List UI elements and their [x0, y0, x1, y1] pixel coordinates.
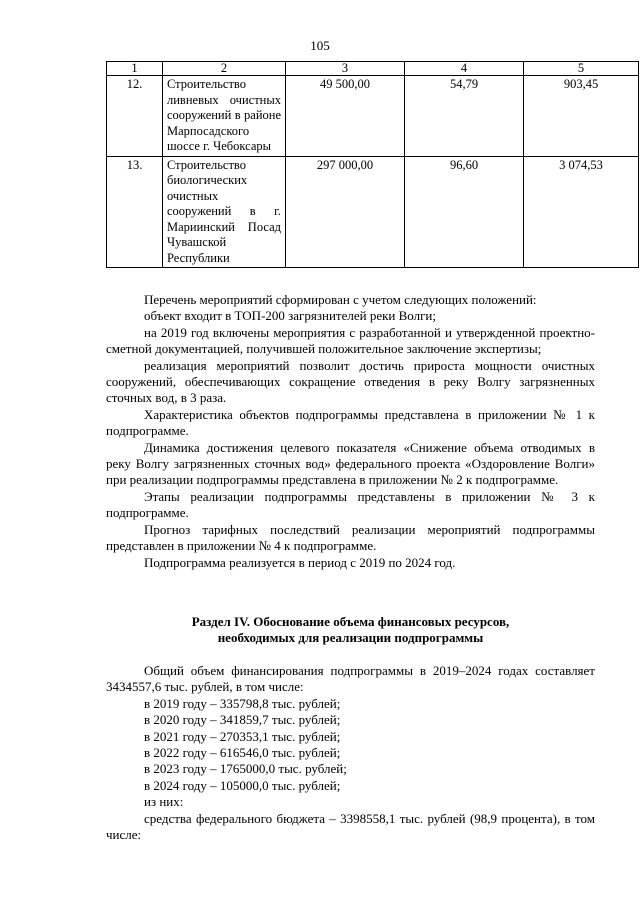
- page-number: 105: [310, 38, 330, 53]
- objects-table: [106, 61, 639, 268]
- table-row: [107, 76, 639, 157]
- paragraph: Этапы реализации подпрограммы представлены в приложении № 3 к подпрограмме.: [106, 488, 595, 521]
- capacity-value: 903,45: [524, 76, 639, 157]
- financing-intro: Общий объем финансирования подпрограммы в 2019–2024 годах составляет 3434557,6 тыс. рублей, в том числе:: [106, 663, 595, 695]
- section-heading-line: необходимых для реализации подпрограммы: [217, 630, 484, 646]
- financing-year: в 2022 году – 616546,0 тыс. рублей;: [144, 745, 341, 761]
- paragraph: Характеристика объектов подпрограммы представлена в приложении № 1 к подпрограмме.: [106, 406, 595, 439]
- section-heading: [106, 614, 595, 647]
- table-header-cell: 1: [107, 62, 163, 76]
- object-description: Строительство биологических очистных сооружений в г. Мариинский Посад Чувашской Республики: [163, 156, 286, 268]
- table-row: [107, 156, 639, 268]
- object-description: Строительство ливневых очистных сооружений в районе Марпосадского шоссе г. Чебоксары: [163, 76, 286, 157]
- cost-value: 49 500,00: [286, 76, 405, 157]
- paragraph: на 2019 год включены мероприятия с разработанной и утвержденной проектно-сметной документацией, получившей положительное заключение экспертизы;: [106, 324, 595, 357]
- cost-value: 297 000,00: [286, 156, 405, 268]
- paragraph: реализация мероприятий позволит достичь прироста мощности очистных сооружений, обеспечивающих сокращение отведения в реку Волгу загрязненных сточных вод, в 3 раза.: [106, 357, 595, 406]
- row-number: 13.: [107, 156, 163, 268]
- financing-year: в 2021 году – 270353,1 тыс. рублей;: [144, 728, 341, 744]
- table-header-cell: 3: [286, 62, 405, 76]
- financing-year: в 2024 году – 105000,0 тыс. рублей;: [144, 777, 341, 793]
- financing-year: в 2020 году – 341859,7 тыс. рублей;: [144, 712, 341, 728]
- capacity-value: 3 074,53: [524, 156, 639, 268]
- financing-year: в 2019 году – 335798,8 тыс. рублей;: [144, 695, 341, 711]
- indicator-value: 96,60: [405, 156, 524, 268]
- measures-paragraphs: [106, 292, 595, 571]
- table-header-cell: 5: [524, 62, 639, 76]
- federal-budget-line: средства федерального бюджета – 3398558,1 тыс. рублей (98,9 процента), в том числе:: [106, 810, 595, 843]
- financing-of-them: из них:: [144, 794, 184, 810]
- table-header-cell: 2: [163, 62, 286, 76]
- section-heading-line: Раздел IV. Обоснование объема финансовых ресурсов,: [191, 614, 510, 629]
- paragraph: Подпрограмма реализуется в период с 2019 по 2024 год.: [144, 554, 456, 570]
- table-header-row: [107, 62, 639, 76]
- row-number: 12.: [107, 76, 163, 157]
- financing-year: в 2023 году – 1765000,0 тыс. рублей;: [144, 761, 347, 777]
- paragraph: Прогноз тарифных последствий реализации мероприятий подпрограммы представлен в приложении № 4 к подпрограмме.: [106, 521, 595, 554]
- financing-block: [106, 663, 595, 843]
- table-header-cell: 4: [405, 62, 524, 76]
- paragraph: Перечень мероприятий сформирован с учетом следующих положений:: [144, 292, 537, 307]
- paragraph: Динамика достижения целевого показателя «Снижение объема отводимых в реку Волгу загрязненных сточных вод» федерального проекта «Оздоровление Волги» при реализации подпрограммы представлена в приложении № 2 к подпрограмме.: [106, 439, 595, 488]
- indicator-value: 54,79: [405, 76, 524, 157]
- paragraph: объект входит в ТОП-200 загрязнителей реки Волги;: [144, 308, 437, 324]
